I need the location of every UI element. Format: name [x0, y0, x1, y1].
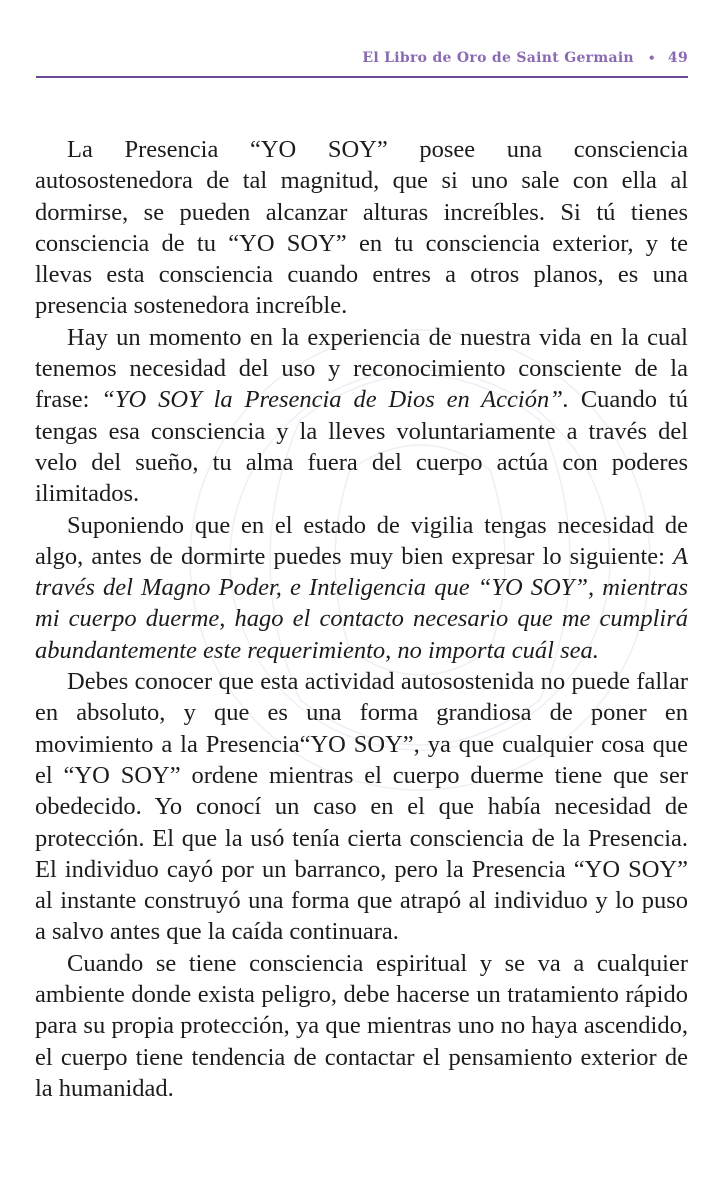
paragraph-4: Debes conocer que esta actividad autosostenida no puede fallar en absoluto, y que es una forma grandiosa de poner en movimiento a la Presencia“YO SOY”, ya que cualquier cosa que el “YO SOY” ordene mientras el cuerpo duerme tiene que ser obedecido. Yo conocí un caso en el que había necesidad de protección. El que la usó tenía cierta consciencia de la Presencia. El individuo cayó por un barranco, pero la Presencia “YO SOY” al instante construyó una forma que atrapó al individuo y lo puso a salvo antes que la caída continuara. — [35, 668, 688, 946]
paragraph-5: Cuando se tiene consciencia espiritual y se va a cualquier ambiente donde exista peligro, debe hacerse un tratamiento rápido para su propia protección, ya que mientras uno no haya ascendido, el cuerpo tiene tendencia de contactar el pensamiento exterior de la humanidad. — [35, 949, 688, 1102]
book-title: El Libro de Oro de Saint Germain — [362, 50, 634, 66]
paragraph-1: La Presencia “YO SOY” posee una consciencia autosostenedora de tal magnitud, que si uno sale con ella al dormirse, se pueden alcanzar alturas increíbles. Si tú tienes consciencia de tu “YO SOY” en tu consciencia exterior, y te llevas esta consciencia cuando entres a otros planos, es una presencia sostenedora increíble. — [35, 136, 688, 320]
paragraph-3-text-a: Suponiendo que en el estado de vigilia tengas necesidad de algo, antes de dormirte puedes muy bien expresar lo siguiente: — [35, 511, 688, 570]
paragraph-2-italic: “YO SOY la Presencia de Dios en Acción”. — [101, 386, 569, 414]
paragraph-3 — [35, 510, 688, 666]
page-body — [35, 134, 688, 1104]
paragraph-2 — [35, 322, 688, 510]
page-number: 49 — [667, 50, 688, 66]
paragraph-3-italic: A través del Magno Poder, e Inteligencia que “YO SOY”, mientras mi cuerpo duerme, hago el contacto necesario que me cumplirá abundantemente este requerimiento, no importa cuál sea. — [35, 542, 688, 664]
header-rule — [36, 76, 688, 78]
running-header — [36, 44, 688, 78]
header-line — [362, 50, 688, 66]
paragraph-2-text-b: Cuando tú tengas esa consciencia y la lleves voluntariamente a través del velo del sueño, tu alma fuera del cuerpo actúa con poderes ilimitados. — [35, 386, 688, 508]
paragraph-2-text-a: Hay un momento en la experiencia de nuestra vida en la cual tenemos necesidad del uso y reconocimiento consciente de la frase: — [35, 323, 688, 414]
header-bullet: • — [647, 51, 656, 65]
